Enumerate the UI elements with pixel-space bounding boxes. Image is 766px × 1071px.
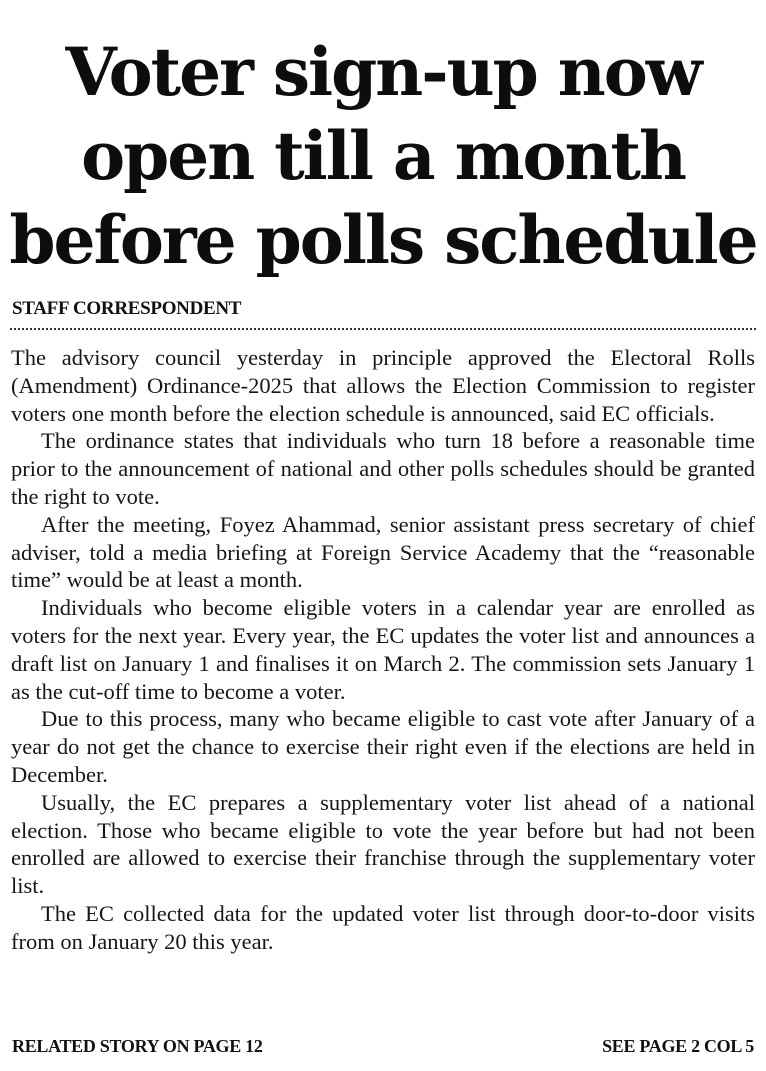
article-footer <box>12 1036 754 1057</box>
article-headline: Voter sign-up now open till a month before polls schedule <box>9 33 757 279</box>
dotted-divider <box>10 328 756 330</box>
article-paragraph: Due to this process, many who became eligible to cast vote after January of a year do not get the chance to exercise their right even if the elections are held in December. <box>11 706 755 787</box>
article-paragraph: The ordinance states that individuals who turn 18 before a reasonable time prior to the announcement of national and other polls schedules should be granted the right to vote. <box>11 428 755 509</box>
article-body <box>11 344 755 956</box>
continuation-reference: SEE PAGE 2 COL 5 <box>602 1036 754 1056</box>
article-paragraph: After the meeting, Foyez Ahammad, senior assistant press secretary of chief adviser, told a media briefing at Foreign Service Academy that the “reasonable time” would be at least a month. <box>11 511 755 593</box>
byline: STAFF CORRESPONDENT <box>12 298 242 319</box>
article-paragraph: Individuals who become eligible voters in a calendar year are enrolled as voters for the next year. Every year, the EC updates the voter list and announces a draft list on January 1 and finalises it on March 2. The commission sets January 1 as the cut-off time to become a voter. <box>11 595 755 704</box>
article-paragraph: The EC collected data for the updated voter list through door-to-door visits from on January 20 this year. <box>11 900 755 954</box>
article-paragraph: The advisory council yesterday in principle approved the Electoral Rolls (Amendment) Ordinance-2025 that allows the Election Commission to register voters one month before the election schedule is announced, said EC officials. <box>11 345 755 426</box>
related-story-reference: RELATED STORY ON PAGE 12 <box>12 1036 263 1056</box>
article-paragraph: Usually, the EC prepares a supplementary voter list ahead of a national election. Those who became eligible to vote the year before but had not been enrolled are allowed to exercise their franchise through the supplementary voter list. <box>11 789 755 899</box>
